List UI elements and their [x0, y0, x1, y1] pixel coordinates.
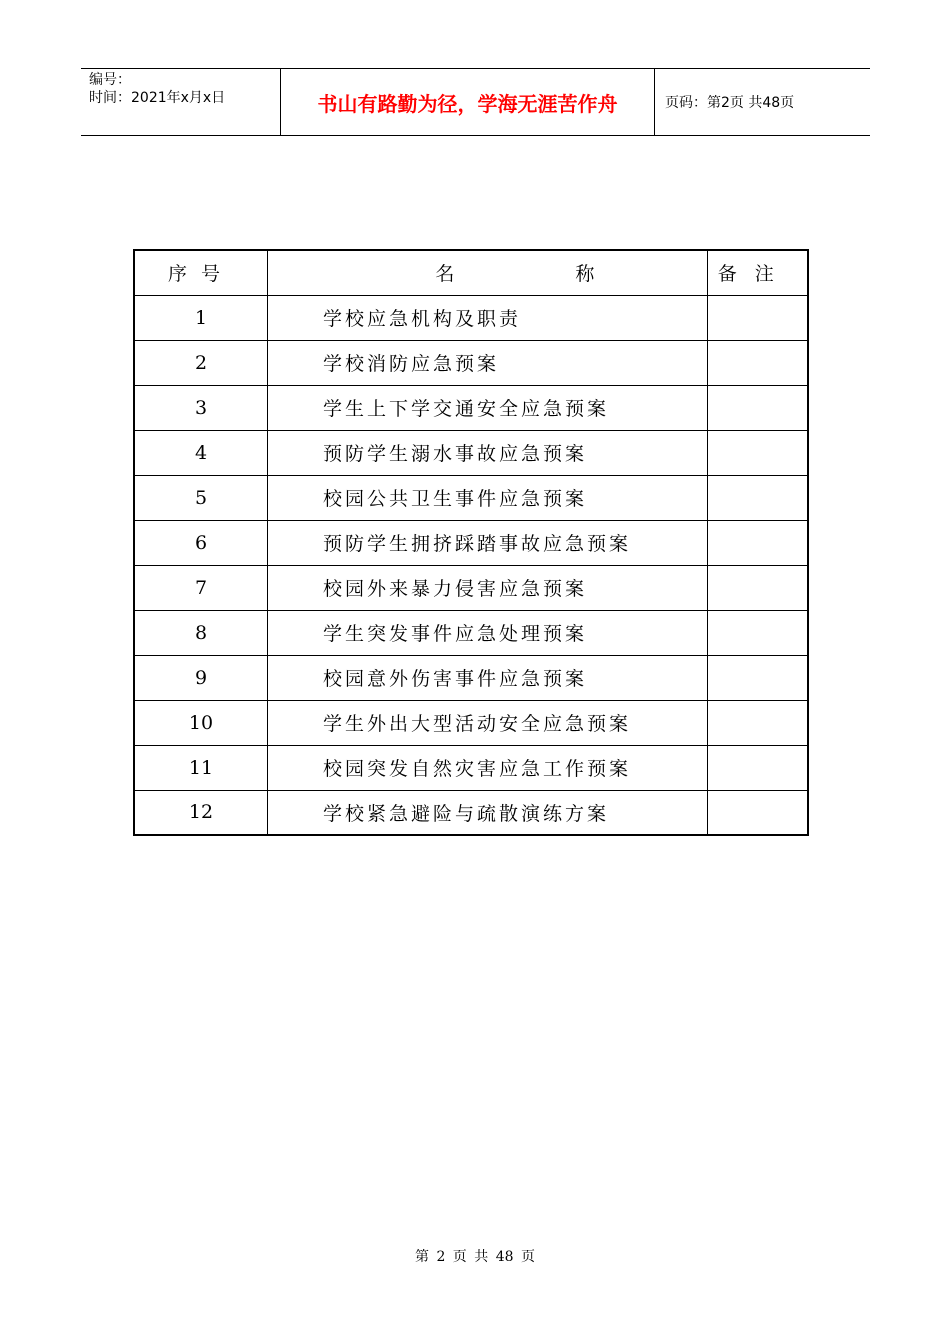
document-date: 时间：2021年x月x日	[89, 90, 226, 106]
row-name: 校园突发自然灾害应急工作预案	[267, 745, 707, 790]
document-header	[81, 68, 870, 136]
row-number: 4	[134, 430, 267, 475]
row-name: 校园意外伤害事件应急预案	[267, 655, 707, 700]
row-name: 校园公共卫生事件应急预案	[267, 475, 707, 520]
row-name: 学校消防应急预案	[267, 340, 707, 385]
row-name: 学生突发事件应急处理预案	[267, 610, 707, 655]
row-name: 学生上下学交通安全应急预案	[267, 385, 707, 430]
table-row	[134, 610, 808, 655]
row-number: 6	[134, 520, 267, 565]
header-meta	[81, 69, 281, 135]
table-row	[134, 565, 808, 610]
row-note	[707, 745, 808, 790]
row-number: 1	[134, 295, 267, 340]
row-note	[707, 565, 808, 610]
header-page-info: 页码：第2页 共48页	[665, 95, 795, 111]
table-row	[134, 790, 808, 835]
row-note	[707, 430, 808, 475]
row-note	[707, 790, 808, 835]
row-number: 11	[134, 745, 267, 790]
row-note	[707, 520, 808, 565]
row-note	[707, 655, 808, 700]
table-header-row	[134, 250, 808, 295]
column-header-number: 序号	[134, 250, 267, 295]
header-motto: 书山有路勤为径，学海无涯苦作舟	[281, 69, 655, 135]
table-row	[134, 385, 808, 430]
table-row	[134, 700, 808, 745]
contents-table	[133, 249, 809, 836]
row-note	[707, 700, 808, 745]
document-number-label: 编号：	[89, 72, 131, 88]
row-number: 8	[134, 610, 267, 655]
table-row	[134, 340, 808, 385]
row-note	[707, 610, 808, 655]
row-note	[707, 385, 808, 430]
row-name: 学生外出大型活动安全应急预案	[267, 700, 707, 745]
row-name: 学校紧急避险与疏散演练方案	[267, 790, 707, 835]
table-row	[134, 655, 808, 700]
column-header-name-left: 名	[435, 263, 455, 286]
row-number: 9	[134, 655, 267, 700]
column-header-note: 备注	[707, 250, 808, 295]
row-number: 3	[134, 385, 267, 430]
row-number: 2	[134, 340, 267, 385]
row-number: 12	[134, 790, 267, 835]
row-note	[707, 295, 808, 340]
table-row	[134, 295, 808, 340]
table-row	[134, 745, 808, 790]
row-number: 7	[134, 565, 267, 610]
row-note	[707, 340, 808, 385]
page-footer: 第 2 页 共 48 页	[415, 1249, 535, 1265]
row-name: 预防学生拥挤踩踏事故应急预案	[267, 520, 707, 565]
column-header-name-right: 称	[575, 263, 595, 286]
row-name: 预防学生溺水事故应急预案	[267, 430, 707, 475]
row-number: 10	[134, 700, 267, 745]
table-row	[134, 475, 808, 520]
column-header-name	[267, 250, 707, 295]
row-number: 5	[134, 475, 267, 520]
row-note	[707, 475, 808, 520]
table-row	[134, 430, 808, 475]
row-name: 校园外来暴力侵害应急预案	[267, 565, 707, 610]
row-name: 学校应急机构及职责	[267, 295, 707, 340]
table-row	[134, 520, 808, 565]
